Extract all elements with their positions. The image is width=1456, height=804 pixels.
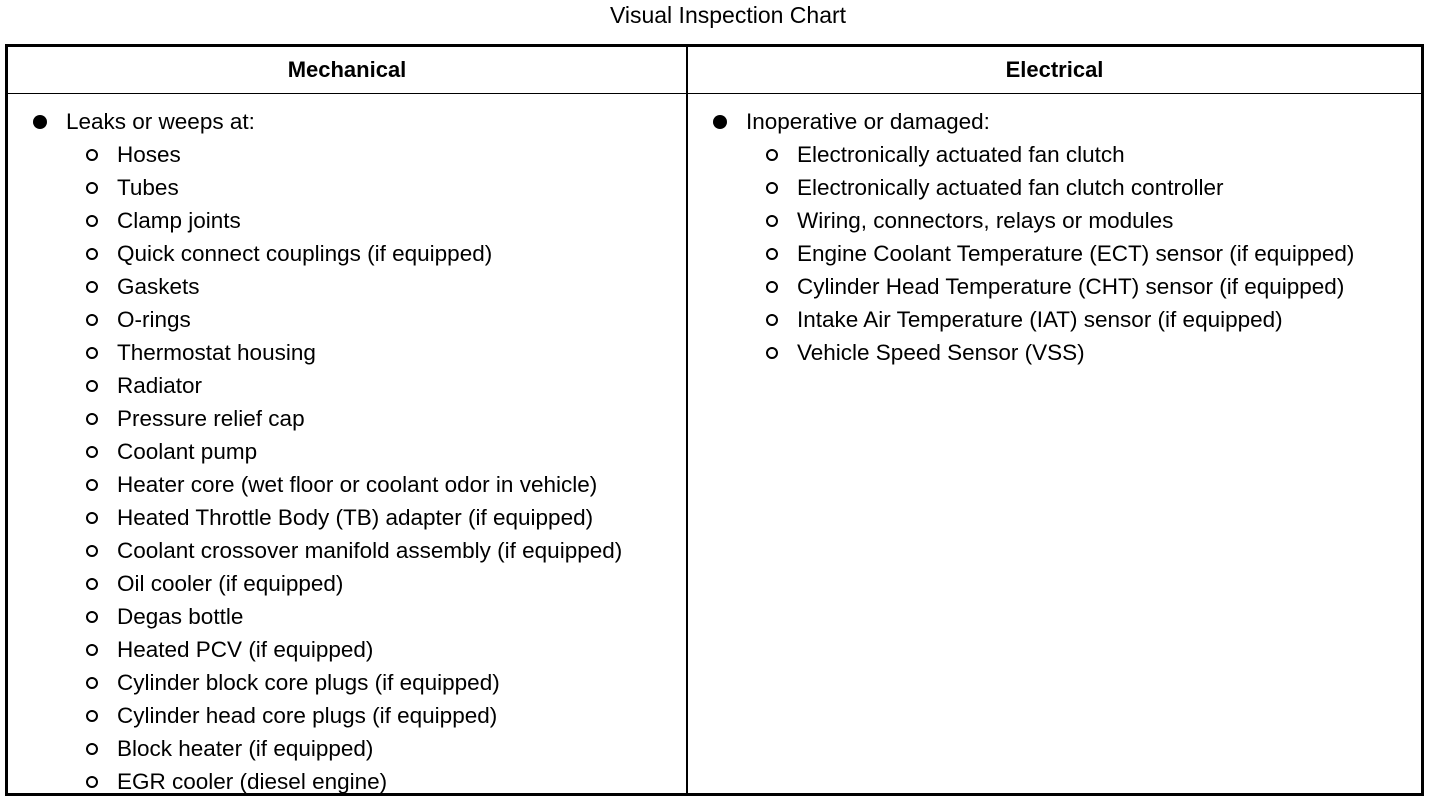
- list-item-text: Cylinder Head Temperature (CHT) sensor (if equipped): [797, 274, 1345, 299]
- group-label-text: Inoperative or damaged:: [746, 109, 990, 134]
- list-item-text: Coolant crossover manifold assembly (if equipped): [117, 538, 623, 563]
- list-item: [32, 237, 622, 270]
- list-item-text: Vehicle Speed Sensor (VSS): [797, 340, 1085, 365]
- hollow-bullet-icon: [86, 677, 98, 689]
- hollow-bullet-icon: [766, 347, 778, 359]
- list-item: [32, 435, 622, 468]
- hollow-bullet-icon: [86, 446, 98, 458]
- list-item-text: Intake Air Temperature (IAT) sensor (if equipped): [797, 307, 1283, 332]
- hollow-bullet-icon: [766, 248, 778, 260]
- hollow-bullet-icon: [766, 215, 778, 227]
- hollow-bullet-icon: [86, 215, 98, 227]
- hollow-bullet-icon: [86, 413, 98, 425]
- list-item: [712, 270, 1354, 303]
- hollow-bullet-icon: [86, 281, 98, 293]
- list-item-text: Heated PCV (if equipped): [117, 637, 374, 662]
- hollow-bullet-icon: [86, 710, 98, 722]
- column-header-mechanical: Mechanical: [287, 57, 407, 82]
- header-divider: [8, 93, 1421, 94]
- list-item: [712, 237, 1354, 270]
- list-item: [32, 699, 622, 732]
- list-item: [712, 138, 1354, 171]
- list-item-text: Thermostat housing: [117, 340, 316, 365]
- list-item: [32, 171, 622, 204]
- list-item: [32, 765, 622, 798]
- list-item-text: Cylinder block core plugs (if equipped): [117, 670, 500, 695]
- list-item-text: Heater core (wet floor or coolant odor in vehicle): [117, 472, 598, 497]
- list-item: [32, 138, 622, 171]
- hollow-bullet-icon: [86, 611, 98, 623]
- list-item-text: Heated Throttle Body (TB) adapter (if equipped): [117, 505, 594, 530]
- hollow-bullet-icon: [86, 545, 98, 557]
- list-item: [32, 402, 622, 435]
- list-item-text: Engine Coolant Temperature (ECT) sensor (if equipped): [797, 241, 1355, 266]
- hollow-bullet-icon: [86, 314, 98, 326]
- list-item: [32, 600, 622, 633]
- list-item: [32, 204, 622, 237]
- list-item-text: Quick connect couplings (if equipped): [117, 241, 493, 266]
- hollow-bullet-icon: [86, 578, 98, 590]
- hollow-bullet-icon: [766, 281, 778, 293]
- hollow-bullet-icon: [766, 314, 778, 326]
- list-item: [712, 303, 1354, 336]
- list-item-text: Radiator: [117, 373, 203, 398]
- hollow-bullet-icon: [86, 479, 98, 491]
- group-label-mechanical: [32, 105, 622, 138]
- list-item: [32, 534, 622, 567]
- list-item: [32, 336, 622, 369]
- mechanical-column: [32, 105, 622, 798]
- list-item: [712, 204, 1354, 237]
- inspection-table: [5, 44, 1424, 796]
- column-divider: [686, 47, 688, 793]
- column-header-electrical: Electrical: [1005, 57, 1104, 82]
- list-item-text: Degas bottle: [117, 604, 244, 629]
- page-title: Visual Inspection Chart: [609, 2, 847, 28]
- list-item: [712, 336, 1354, 369]
- list-item-text: Tubes: [117, 175, 179, 200]
- list-item: [32, 270, 622, 303]
- list-item-text: Block heater (if equipped): [117, 736, 374, 761]
- list-item: [32, 468, 622, 501]
- list-item: [32, 666, 622, 699]
- list-item-text: EGR cooler (diesel engine): [117, 769, 388, 794]
- electrical-column: [712, 105, 1354, 369]
- hollow-bullet-icon: [86, 347, 98, 359]
- hollow-bullet-icon: [86, 149, 98, 161]
- hollow-bullet-icon: [86, 512, 98, 524]
- mechanical-item-list: [32, 138, 622, 798]
- list-item-text: Electronically actuated fan clutch controller: [797, 175, 1224, 200]
- list-item-text: Cylinder head core plugs (if equipped): [117, 703, 498, 728]
- hollow-bullet-icon: [86, 644, 98, 656]
- list-item-text: Coolant pump: [117, 439, 258, 464]
- solid-bullet-icon: [33, 115, 47, 129]
- hollow-bullet-icon: [86, 776, 98, 788]
- hollow-bullet-icon: [86, 743, 98, 755]
- group-label-text: Leaks or weeps at:: [66, 109, 255, 134]
- list-item-text: Gaskets: [117, 274, 200, 299]
- group-label-electrical: [712, 105, 1354, 138]
- hollow-bullet-icon: [86, 380, 98, 392]
- list-item: [32, 501, 622, 534]
- list-item: [32, 303, 622, 336]
- hollow-bullet-icon: [86, 248, 98, 260]
- list-item-text: Pressure relief cap: [117, 406, 305, 431]
- list-item: [32, 732, 622, 765]
- list-item-text: O-rings: [117, 307, 191, 332]
- electrical-item-list: [712, 138, 1354, 369]
- list-item-text: Electronically actuated fan clutch: [797, 142, 1125, 167]
- list-item: [712, 171, 1354, 204]
- list-item: [32, 633, 622, 666]
- list-item-text: Hoses: [117, 142, 181, 167]
- list-item: [32, 567, 622, 600]
- hollow-bullet-icon: [766, 149, 778, 161]
- list-item: [32, 369, 622, 402]
- hollow-bullet-icon: [86, 182, 98, 194]
- solid-bullet-icon: [713, 115, 727, 129]
- list-item-text: Wiring, connectors, relays or modules: [797, 208, 1174, 233]
- list-item-text: Oil cooler (if equipped): [117, 571, 344, 596]
- list-item-text: Clamp joints: [117, 208, 241, 233]
- hollow-bullet-icon: [766, 182, 778, 194]
